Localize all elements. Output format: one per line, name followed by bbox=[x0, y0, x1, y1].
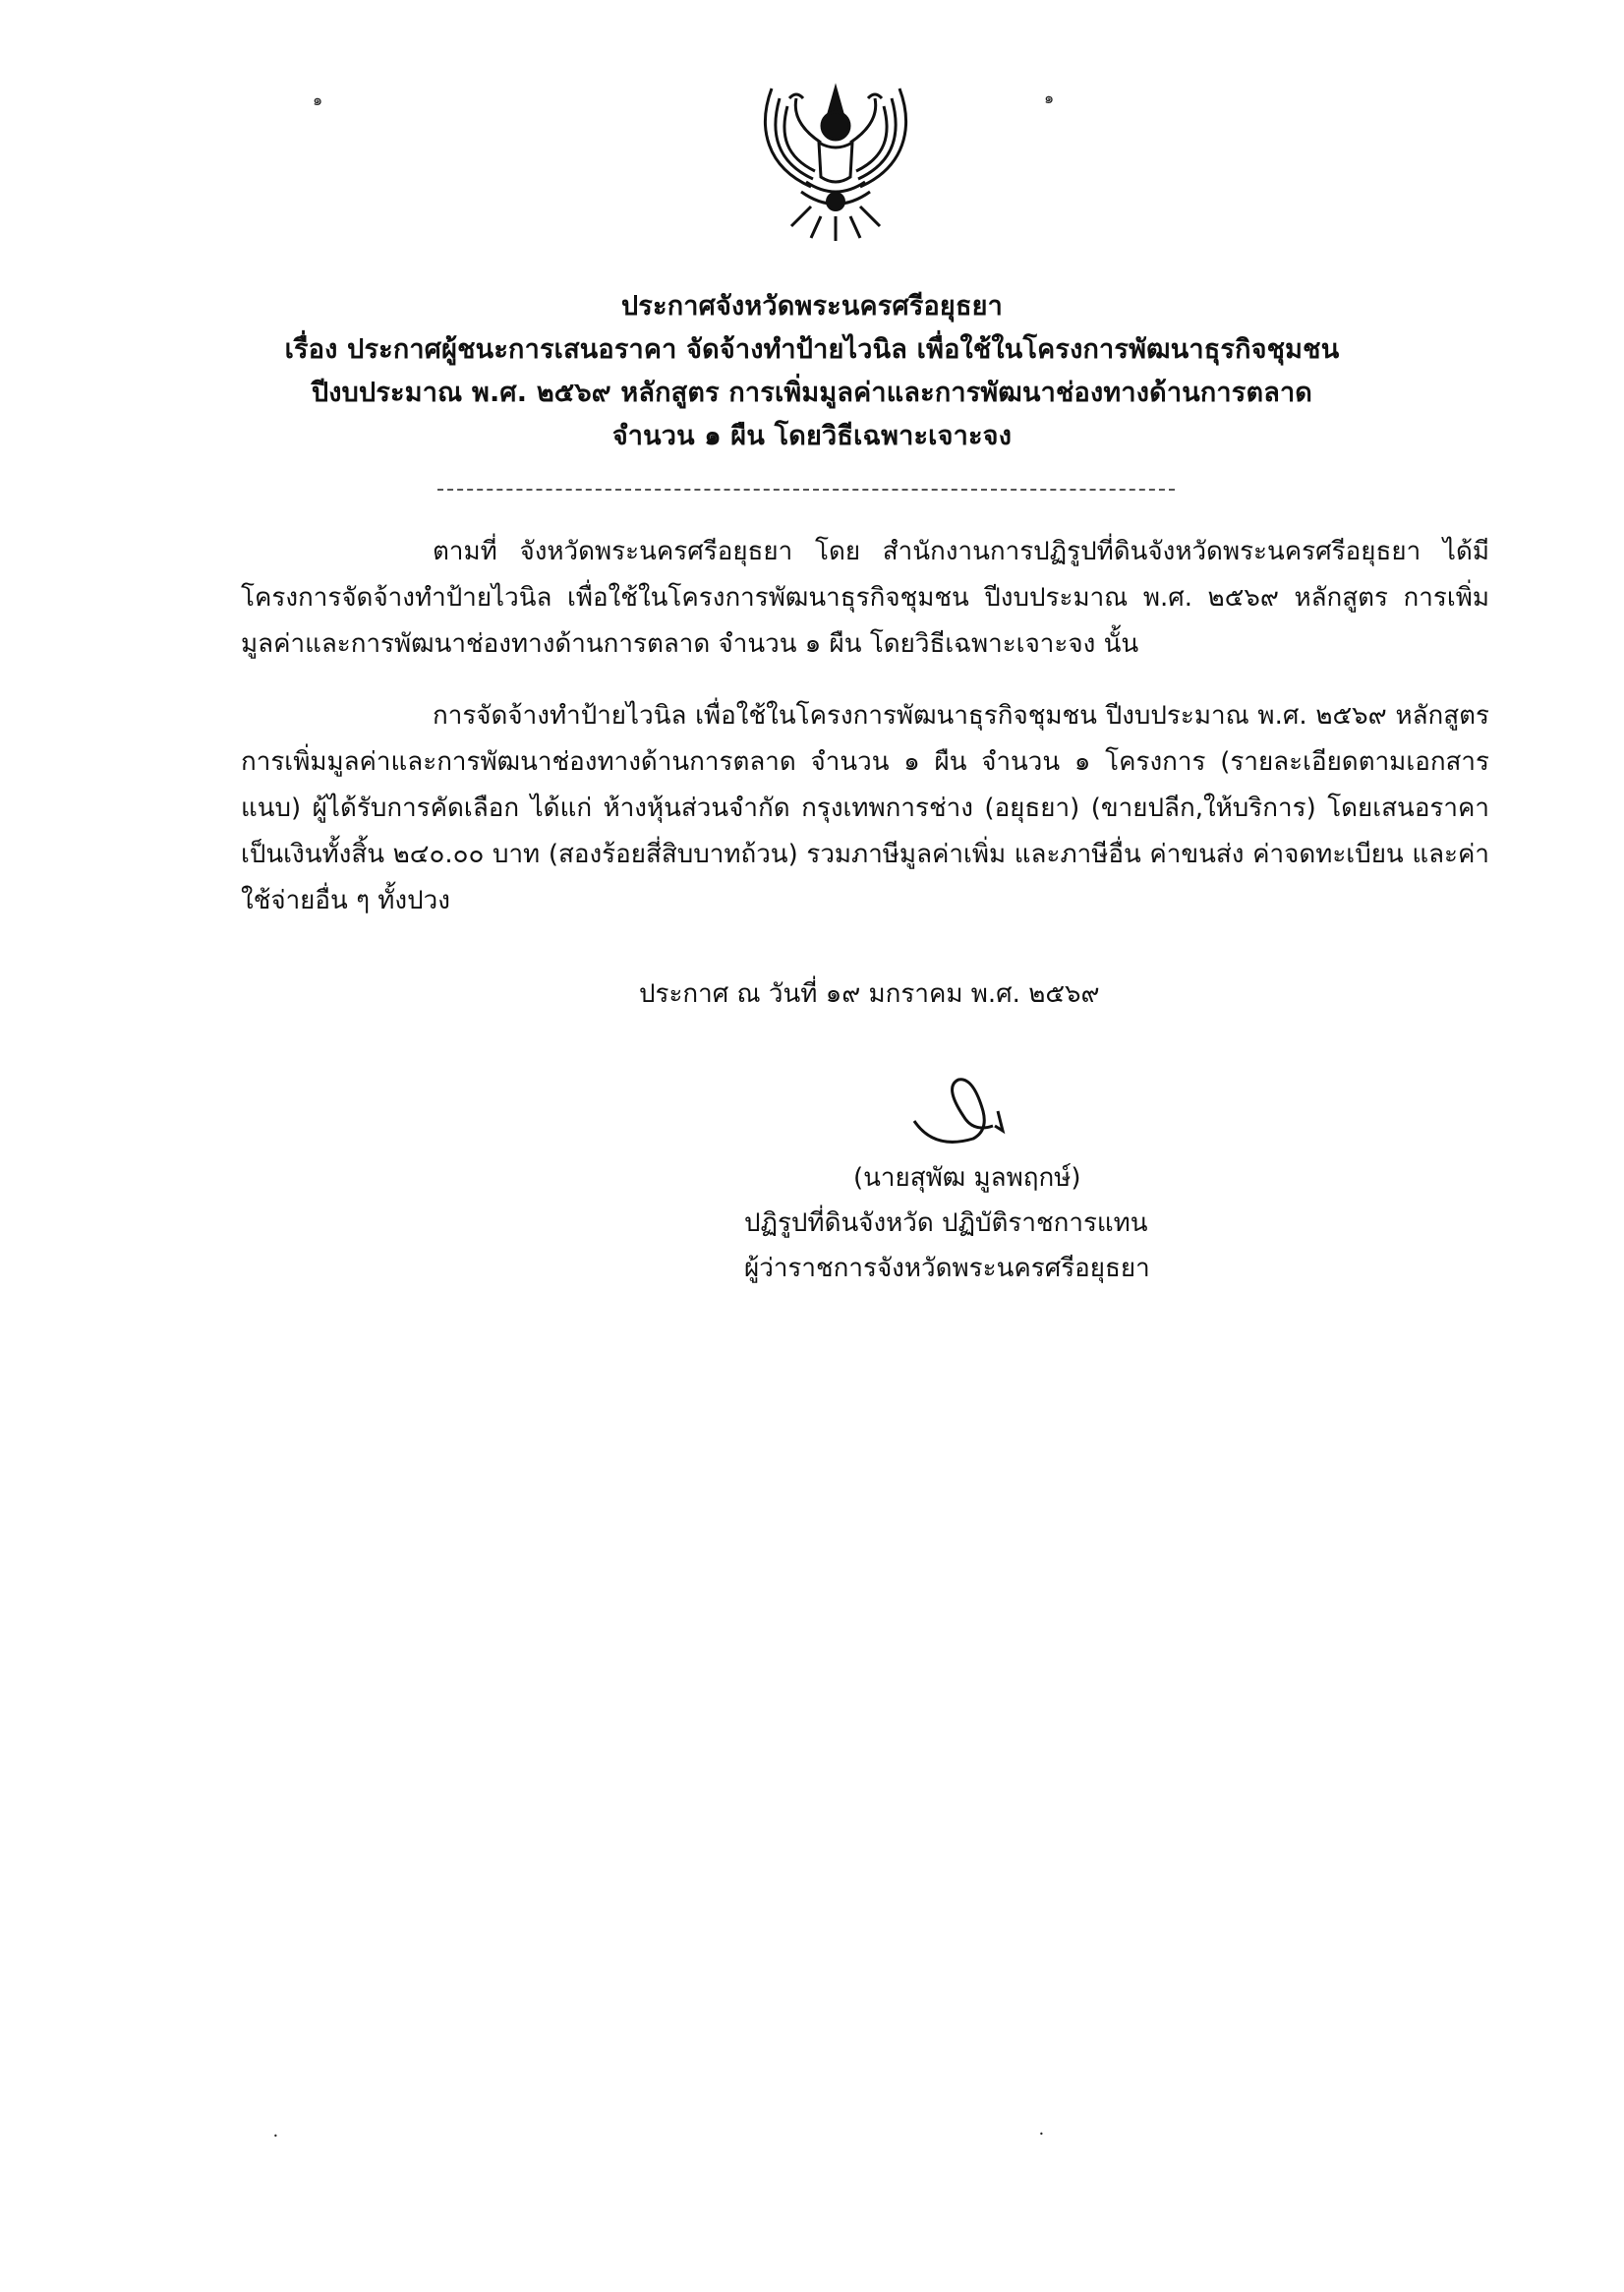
signer-position: ปฏิรูปที่ดินจังหวัด ปฏิบัติราชการแทน bbox=[744, 1208, 1148, 1238]
body-paragraph-1 bbox=[241, 529, 1489, 668]
announcement-subject-line2: ปีงบประมาณ พ.ศ. ๒๕๖๙ หลักสูตร การเพิ่มมูลค่าและการพัฒนาช่องทางด้านการตลาด bbox=[311, 378, 1313, 408]
paragraph-1-text: ตามที่ จังหวัดพระนครศรีอยุธยา โดย สำนักงานการปฏิรูปที่ดินจังหวัดพระนครศรีอยุธยา ได้มีโครงการจัดจ้างทำป้ายไวนิล เพื่อใช้ในโครงการพัฒนาธุรกิจชุมชน ปีงบประมาณ พ.ศ. ๒๕๖๙ หลักสูตร การเพิ่มมูลค่าและการพัฒนาช่องทางด้านการตลาด จำนวน ๑ ผืน โดยวิธีเฉพาะเจาะจง นั้น bbox=[241, 537, 1489, 659]
scan-dot-mark: • bbox=[1039, 2130, 1044, 2139]
paragraph-2-text: การจัดจ้างทำป้ายไวนิล เพื่อใช้ในโครงการพัฒนาธุรกิจชุมชน ปีงบประมาณ พ.ศ. ๒๕๖๙ หลักสูตร การเพิ่มมูลค่าและการพัฒนาช่องทางด้านการตลาด จำนวน ๑ ผืน จำนวน ๑ โครงการ (รายละเอียดตามเอกสารแนบ) ผู้ได้รับการคัดเลือก ได้แก่ ห้างหุ้นส่วนจำกัด กรุงเทพการช่าง (อยุธยา) (ขายปลีก,ให้บริการ) โดยเสนอราคาเป็นเงินทั้งสิ้น ๒๔๐.๐๐ บาท (สองร้อยสี่สิบบาทถ้วน) รวมภาษีมูลค่าเพิ่ม และภาษีอื่น ค่าขนส่ง ค่าจดทะเบียน และค่าใช้จ่ายอื่น ๆ ทั้งปวง bbox=[241, 701, 1489, 915]
signer-position-line2: ผู้ว่าราชการจังหวัดพระนครศรีอยุธยา bbox=[744, 1254, 1150, 1283]
announcement-subject-line3: จำนวน ๑ ผืน โดยวิธีเฉพาะเจาะจง bbox=[611, 421, 1013, 451]
body-paragraph-2 bbox=[241, 693, 1489, 924]
page-number-mark-left: ๑ bbox=[313, 90, 323, 109]
document-header bbox=[0, 285, 1624, 458]
announcement-subject: เรื่อง ประกาศผู้ชนะการเสนอราคา จัดจ้างทำป้ายไวนิล เพื่อใช้ในโครงการพัฒนาธุรกิจชุมชน bbox=[284, 334, 1340, 365]
signer-name: (นายสุพัฒ มูลพฤกษ์) bbox=[853, 1163, 1081, 1193]
handwritten-signature-icon bbox=[904, 1072, 1032, 1150]
garuda-emblem-icon bbox=[752, 69, 919, 246]
dashed-separator bbox=[437, 489, 1175, 491]
scan-dot-mark: • bbox=[273, 2132, 278, 2141]
announcement-title: ประกาศจังหวัดพระนครศรีอยุธยา bbox=[620, 291, 1004, 322]
announcement-date: ประกาศ ณ วันที่ ๑๙ มกราคม พ.ศ. ๒๕๖๙ bbox=[639, 979, 1100, 1009]
page-number-mark-right: ๑ bbox=[1044, 88, 1055, 107]
